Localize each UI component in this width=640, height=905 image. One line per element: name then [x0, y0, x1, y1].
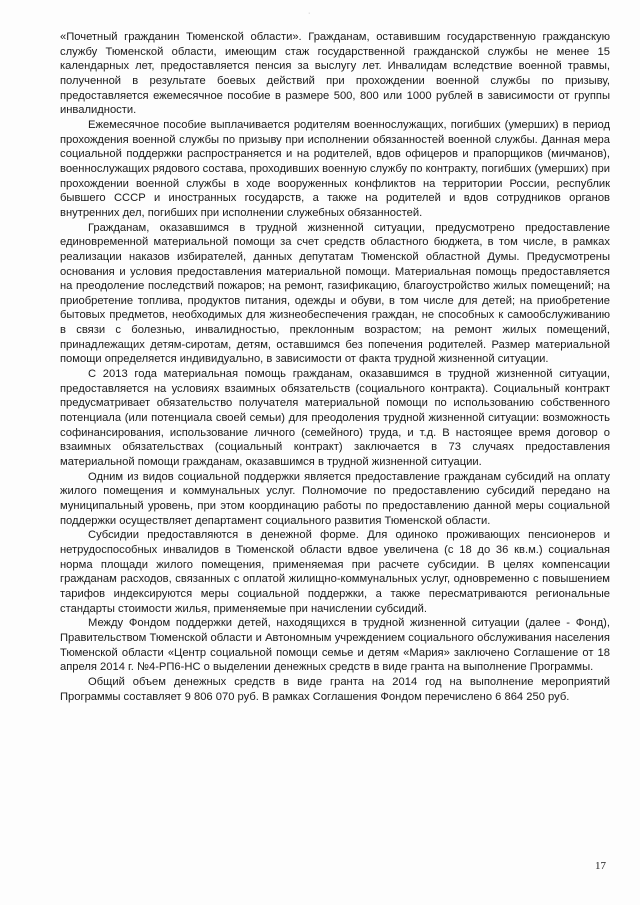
paragraph-veteran-benefits: «Почетный гражданин Тюменской области». Гражданам, оставившим государственную гражданскую службу Тюменской области, имеющим стаж государственной гражданской службы не менее 15 календарных лет, предоставляется пенсия за выслугу лет. Инвалидам вследствие военной травмы, полученной в результате боевых действий при прохождении военной службы по призыву, предоставляется ежемесячное пособие в размере 500, 800 или 1000 рублей в зависимости от группы инвалидности. [60, 31, 610, 117]
paragraph-housing-subsidies: Одним из видов социальной поддержки является предоставление гражданам субсидий на оплату жилого помещения и коммунальных услуг. Полномочие по предоставлению субсидий передано на муниципальный уровень, при этом координацию работы по предоставлению данной меры социальной поддержки осуществляет департамент социального развития Тюменской области. [60, 470, 610, 527]
paragraph-material-aid: Гражданам, оказавшимся в трудной жизненной ситуации, предусмотрено предоставление единовременной материальной помощи за счет средств областного бюджета, в том числе, в рамках реализации наказов избирателей, данных депутатам Тюменской областной Думы. Предусмотрены основания и условия предоставления материальной помощи. Материальная помощь предоставляется на преодоление последствий пожаров; на ремонт, газификацию, благоустройство жилых помещений; на приобретение топлива, продуктов питания, одежды и обуви, в том числе для детей; на приобретение бытовых предметов, необходимых для жизнеобеспечения граждан, не способных к самообслуживанию в связи с болезнью, инвалидностью, преклонным возрастом; на ремонт жилых помещений, принадлежащих детям-сиротам, детям, оставшимся без попечения родителей. Размер материальной помощи определяется индивидуально, в зависимости от факта трудной жизненной ситуации. [60, 221, 610, 366]
paragraph-parent-allowance: Ежемесячное пособие выплачивается родителям военнослужащих, погибших (умерших) в период прохождения военной службы по призыву при исполнении обязанностей военной службы. Данная мера социальной поддержки распространяется и на родителей, вдов офицеров и прапорщиков (мичманов), военнослужащих рядового состава, проходивших военную службу по контракту, погибших (умерших) при прохождении военной службы в ходе вооруженных конфликтов на территории России, республик бывшего СССР и иностранных государств, а также на родителей и вдов сотрудников органов внутренних дел, погибших при исполнении служебных обязанностей. [60, 118, 610, 219]
page-number: 17 [595, 860, 606, 872]
scan-mark: · [308, 10, 311, 17]
paragraph-grant-amount: Общий объем денежных средств в виде гранта на 2014 год на выполнение мероприятий Программы составляет 9 806 070 руб. В рамках Соглашения Фондом перечислено 6 864 250 руб. [60, 675, 610, 703]
paragraph-social-contract: С 2013 года материальная помощь гражданам, оказавшимся в трудной жизненной ситуации, предоставляется на условиях взаимных обязательств (социального контракта). Социальный контракт предусматривает обязательство получателя материальной помощи по использованию собственного потенциала (или потенциала своей семьи) для преодоления трудной жизненной ситуации: возможность софинансирования, использование личного (семейного) труда, и т.д. В настоящее время договор о взаимных обязательствах (социальный контракт) заключается в 73 случаях предоставления материальной помощи гражданам, оказавшимся в трудной жизненной ситуации. [60, 368, 610, 469]
paragraph-subsidy-form: Субсидии предоставляются в денежной форме. Для одиноко проживающих пенсионеров и нетрудоспособных инвалидов в Тюменской области вдвое увеличена (с 18 до 36 кв.м.) социальная норма площади жилого помещения, применяемая при расчете субсидии. В целях компенсации гражданам расходов, связанных с оплатой жилищно-коммунальных услуг, одновременно с повышением тарифов индексируются меры социальной поддержки, а также пересматриваются региональные стандарты стоимости жилья, применяемые при начислении субсидий. [60, 529, 610, 615]
body-text [60, 30, 610, 704]
paragraph-fund-agreement: Между Фондом поддержки детей, находящихся в трудной жизненной ситуации (далее - Фонд), Правительством Тюменской области и Автономным учреждением социального обслуживания населения Тюменской области «Центр социальной помощи семье и детям «Мария» заключено Соглашение от 18 апреля 2014 г. №4-РП6-НС о выделении денежных средств в виде гранта на выполнение Программы. [60, 617, 610, 674]
